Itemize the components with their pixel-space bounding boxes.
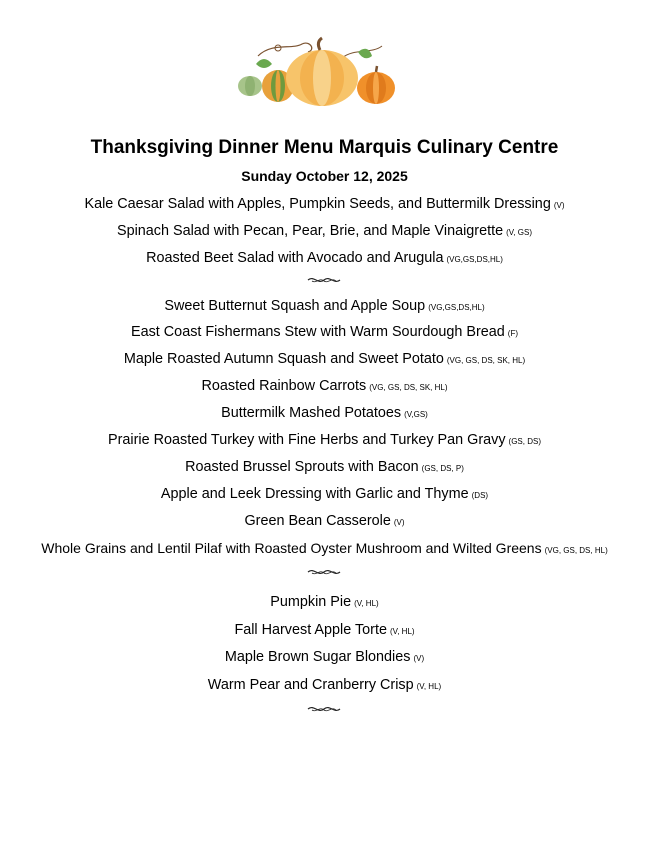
scroll-flourish-icon [306,275,342,285]
dietary-tags: (GS, DS) [508,437,541,446]
dish-name: Maple Brown Sugar Blondies [224,649,411,665]
menu-item [0,620,649,642]
dish-name: Pumpkin Pie [270,594,352,610]
menu-item [0,675,649,697]
dietary-tags: (F) [507,329,518,338]
dish-name: Fall Harvest Apple Torte [234,622,387,638]
menu-item [0,538,649,561]
dish-name: Apple and Leek Dressing with Garlic and Thyme [160,486,469,502]
dietary-tags: (V) [393,518,405,527]
menu-item [0,248,649,270]
menu-item [0,484,649,506]
dish-name: Whole Grains and Lentil Pilaf with Roasted Oyster Mushroom and Wilted Greens [41,540,542,556]
dish-name: Maple Roasted Autumn Squash and Sweet Potato [123,351,444,367]
dietary-tags: (V, HL) [389,627,415,636]
menu-item [0,511,649,533]
menu-item [0,403,649,425]
menu-item [0,349,649,371]
pumpkins-illustration [232,36,410,108]
dish-name: Sweet Butternut Squash and Apple Soup [164,298,426,314]
menu-item [0,296,649,318]
dietary-tags: (VG, GS, DS, HL) [544,546,608,555]
scroll-flourish-icon [306,567,342,577]
dish-name: Buttermilk Mashed Potatoes [221,405,402,421]
dietary-tags: (GS, DS, P) [421,464,464,473]
dish-name: Warm Pear and Cranberry Crisp [207,677,414,693]
menu-title: Thanksgiving Dinner Menu Marquis Culinary Centre [90,137,559,158]
menu-item [0,647,649,669]
dietary-tags: (VG, GS, DS, SK, HL) [446,356,526,365]
dietary-tags: (V,GS) [404,410,428,419]
menu-item [0,221,649,243]
dietary-tags: (DS) [471,491,489,500]
dish-name: Prairie Roasted Turkey with Fine Herbs and Turkey Pan Gravy [108,432,506,448]
menu-item [0,376,649,398]
menu-item [0,194,649,216]
dietary-tags: (V, GS) [506,228,533,237]
dish-name: Roasted Brussel Sprouts with Bacon [185,459,419,475]
dietary-tags: (V, HL) [354,599,379,608]
menu-item [0,322,649,344]
dish-name: Green Bean Casserole [244,513,391,529]
dietary-tags: (VG,GS,DS,HL) [446,255,503,264]
dietary-tags: (V, HL) [416,682,442,691]
dietary-tags: (VG, GS, DS, SK, HL) [369,383,448,392]
menu-item [0,430,649,452]
dish-name: East Coast Fishermans Stew with Warm Sourdough Bread [131,324,505,340]
dish-name: Spinach Salad with Pecan, Pear, Brie, and Maple Vinaigrette [116,223,504,239]
scroll-flourish-icon [306,704,342,714]
dish-name: Roasted Rainbow Carrots [201,378,367,394]
dietary-tags: (V) [413,654,425,663]
dish-name: Roasted Beet Salad with Avocado and Arugula [146,250,444,266]
menu-item [0,457,649,479]
menu-item [0,592,649,614]
dietary-tags: (VG,GS,DS,HL) [428,303,485,312]
menu-date: Sunday October 12, 2025 [241,168,408,184]
dish-name: Kale Caesar Salad with Apples, Pumpkin Seeds, and Buttermilk Dressing [84,196,551,212]
dietary-tags: (V) [553,201,565,210]
